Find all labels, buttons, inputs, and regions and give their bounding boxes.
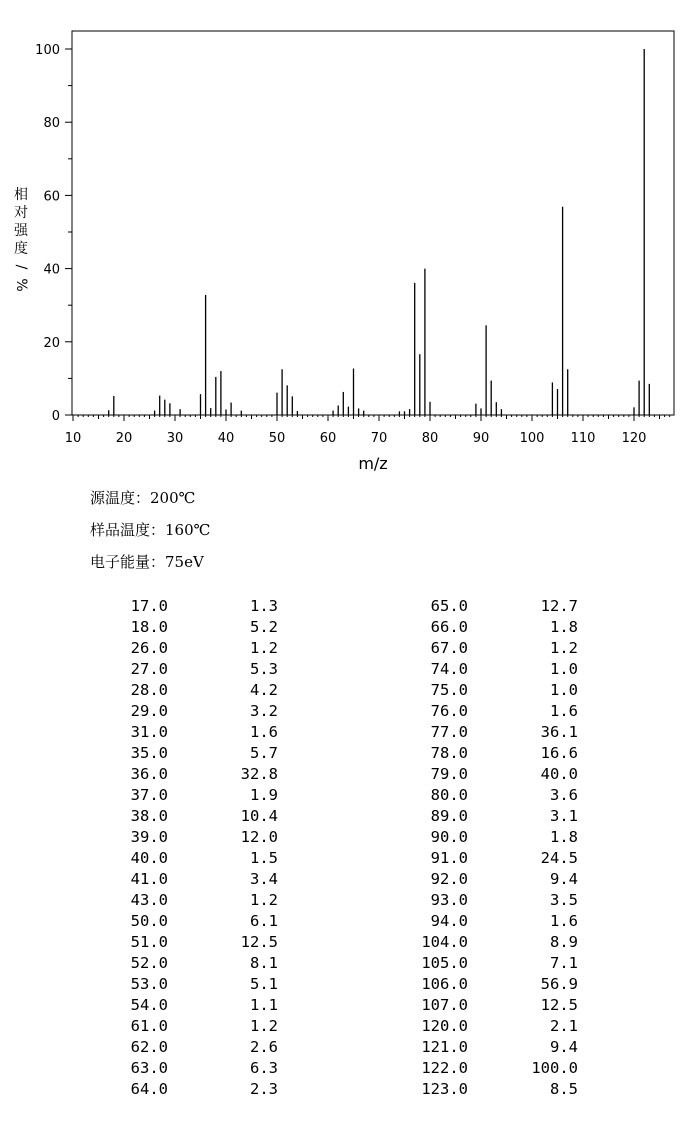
peak-table-row [320, 785, 640, 806]
peak-table-row [0, 785, 320, 806]
y-tick-label: 40 [43, 262, 60, 278]
intensity-value: 5.2 [250, 618, 278, 636]
x-tick-label: 70 [370, 431, 388, 446]
mz-value: 120.0 [421, 1017, 468, 1035]
mz-value: 61.0 [130, 1017, 168, 1035]
peak-table-row [320, 974, 640, 995]
peak-table-row [0, 743, 320, 764]
intensity-value: 100.0 [531, 1059, 578, 1077]
intensity-value: 5.3 [250, 660, 278, 678]
intensity-value: 1.8 [550, 828, 578, 846]
peak-table-row [0, 1079, 320, 1100]
mz-value: 53.0 [130, 975, 168, 993]
intensity-value: 1.9 [250, 786, 278, 804]
peak-table-row [320, 1016, 640, 1037]
peak-table-row [320, 848, 640, 869]
mz-value: 64.0 [130, 1080, 168, 1098]
intensity-value: 3.4 [250, 870, 278, 888]
x-tick-label: 10 [64, 431, 82, 446]
source-temperature-value: 200℃ [150, 489, 196, 507]
peak-table-row [320, 680, 640, 701]
x-tick-label: 90 [472, 431, 490, 446]
intensity-value: 8.5 [550, 1080, 578, 1098]
mz-value: 26.0 [130, 639, 168, 657]
sample-temperature-value: 160℃ [165, 521, 211, 539]
peak-table-row [320, 1058, 640, 1079]
mz-value: 65.0 [430, 597, 468, 615]
y-tick-label: 100 [35, 43, 60, 58]
mz-value: 35.0 [130, 744, 168, 762]
mz-value: 17.0 [130, 597, 168, 615]
mz-value: 75.0 [430, 681, 468, 699]
sample-temperature [90, 519, 210, 540]
intensity-value: 1.1 [250, 996, 278, 1014]
x-tick-label: 110 [570, 431, 596, 446]
peak-table-row [320, 827, 640, 848]
peak-table-row [0, 806, 320, 827]
peak-table-right [320, 596, 640, 1100]
mz-value: 54.0 [130, 996, 168, 1014]
intensity-value: 9.4 [550, 870, 578, 888]
intensity-value: 10.4 [240, 807, 278, 825]
y-axis-label-char: % [13, 278, 29, 292]
peak-table-row [0, 680, 320, 701]
mz-value: 63.0 [130, 1059, 168, 1077]
x-tick-label: 120 [621, 431, 647, 446]
x-tick-label: 30 [166, 431, 184, 446]
mz-value: 27.0 [130, 660, 168, 678]
mz-value: 28.0 [130, 681, 168, 699]
intensity-value: 1.0 [550, 660, 578, 678]
peak-table-row [320, 617, 640, 638]
mz-value: 92.0 [430, 870, 468, 888]
intensity-value: 5.1 [250, 975, 278, 993]
intensity-value: 1.6 [250, 723, 278, 741]
mz-value: 94.0 [430, 912, 468, 930]
intensity-value: 40.0 [540, 765, 578, 783]
intensity-value: 8.1 [250, 954, 278, 972]
intensity-value: 2.3 [250, 1080, 278, 1098]
intensity-value: 16.6 [540, 744, 578, 762]
peak-table-row [0, 869, 320, 890]
peak-table-row [320, 764, 640, 785]
electron-energy [90, 551, 204, 572]
x-tick-label: 80 [421, 431, 439, 446]
peak-table-row [0, 638, 320, 659]
mz-value: 67.0 [430, 639, 468, 657]
peak-table-row [0, 848, 320, 869]
mz-value: 91.0 [430, 849, 468, 867]
mz-value: 89.0 [430, 807, 468, 825]
intensity-value: 9.4 [550, 1038, 578, 1056]
mz-value: 93.0 [430, 891, 468, 909]
y-axis-label-char: 强 [14, 223, 28, 239]
peak-table-row [0, 1037, 320, 1058]
mz-value: 106.0 [421, 975, 468, 993]
peak-table-left [0, 596, 320, 1100]
plot-frame [72, 31, 674, 415]
intensity-value: 1.6 [550, 702, 578, 720]
intensity-value: 1.3 [250, 597, 278, 615]
spectrum-peaks [109, 49, 650, 415]
intensity-value: 6.3 [250, 1059, 278, 1077]
y-tick-label: 60 [43, 189, 60, 205]
intensity-value: 1.2 [250, 639, 278, 657]
peak-table-row [320, 743, 640, 764]
mz-value: 29.0 [130, 702, 168, 720]
mz-value: 122.0 [421, 1059, 468, 1077]
intensity-value: 6.1 [250, 912, 278, 930]
mz-value: 40.0 [130, 849, 168, 867]
x-axis-label: m/z [358, 454, 388, 473]
intensity-value: 1.8 [550, 618, 578, 636]
y-tick-label: 80 [43, 116, 60, 132]
intensity-value: 2.6 [250, 1038, 278, 1056]
mz-value: 62.0 [130, 1038, 168, 1056]
peak-table-row [0, 953, 320, 974]
mz-value: 104.0 [421, 933, 468, 951]
intensity-value: 4.2 [250, 681, 278, 699]
intensity-value: 8.9 [550, 933, 578, 951]
peak-table-row [320, 722, 640, 743]
intensity-value: 1.2 [250, 891, 278, 909]
intensity-value: 36.1 [540, 723, 578, 741]
mz-value: 50.0 [130, 912, 168, 930]
y-axis-label-char: 相 [14, 187, 28, 203]
mz-value: 31.0 [130, 723, 168, 741]
peak-table-row [0, 722, 320, 743]
mz-value: 43.0 [130, 891, 168, 909]
mass-spectrum-chart [0, 0, 696, 480]
mz-value: 80.0 [430, 786, 468, 804]
y-axis-label-char: / [13, 264, 29, 270]
mz-value: 36.0 [130, 765, 168, 783]
peak-table-row [320, 638, 640, 659]
peak-table-row [0, 995, 320, 1016]
peak-table-row [320, 806, 640, 827]
peak-table-row [0, 596, 320, 617]
mz-value: 79.0 [430, 765, 468, 783]
peak-table-row [320, 932, 640, 953]
source-temperature-label: 源温度： [90, 489, 151, 507]
peak-table-row [0, 659, 320, 680]
x-axis [65, 415, 670, 446]
mz-value: 123.0 [421, 1080, 468, 1098]
electron-energy-label: 电子能量： [90, 553, 166, 571]
x-tick-label: 20 [115, 431, 133, 446]
y-tick-label: 20 [43, 335, 60, 351]
x-tick-label: 60 [319, 431, 337, 446]
mz-value: 66.0 [430, 618, 468, 636]
peak-table-row [320, 596, 640, 617]
y-axis-label-char: 度 [14, 241, 28, 257]
mz-value: 90.0 [430, 828, 468, 846]
peak-table-row [320, 701, 640, 722]
intensity-value: 12.5 [240, 933, 278, 951]
mz-value: 18.0 [130, 618, 168, 636]
mz-value: 41.0 [130, 870, 168, 888]
intensity-value: 3.5 [550, 891, 578, 909]
sample-temperature-label: 样品温度： [90, 521, 166, 539]
mz-value: 121.0 [421, 1038, 468, 1056]
mz-value: 105.0 [421, 954, 468, 972]
mz-value: 107.0 [421, 996, 468, 1014]
intensity-value: 1.5 [250, 849, 278, 867]
peak-table-row [0, 1058, 320, 1079]
intensity-value: 5.7 [250, 744, 278, 762]
intensity-value: 3.6 [550, 786, 578, 804]
mz-value: 74.0 [430, 660, 468, 678]
intensity-value: 3.1 [550, 807, 578, 825]
peak-table-row [0, 827, 320, 848]
intensity-value: 7.1 [550, 954, 578, 972]
peak-table-row [320, 659, 640, 680]
intensity-value: 12.7 [540, 597, 578, 615]
intensity-value: 1.6 [550, 912, 578, 930]
intensity-value: 12.0 [240, 828, 278, 846]
mz-value: 76.0 [430, 702, 468, 720]
peak-table-row [0, 932, 320, 953]
mz-value: 77.0 [430, 723, 468, 741]
y-tick-label: 0 [51, 409, 60, 424]
peak-table-row [0, 764, 320, 785]
y-axis-label [13, 186, 29, 292]
intensity-value: 1.2 [250, 1017, 278, 1035]
source-temperature [90, 487, 195, 508]
peak-table-row [0, 974, 320, 995]
mz-value: 39.0 [130, 828, 168, 846]
y-axis [35, 43, 72, 424]
mz-value: 51.0 [130, 933, 168, 951]
intensity-value: 24.5 [540, 849, 578, 867]
peak-table-row [320, 911, 640, 932]
peak-table-row [0, 617, 320, 638]
peak-table-row [0, 1016, 320, 1037]
y-axis-label-char: 对 [14, 205, 28, 221]
mz-value: 52.0 [130, 954, 168, 972]
x-tick-label: 40 [217, 431, 235, 446]
peak-table-row [0, 911, 320, 932]
intensity-value: 2.1 [550, 1017, 578, 1035]
peak-table-row [320, 1079, 640, 1100]
x-tick-label: 100 [519, 431, 545, 446]
mz-value: 38.0 [130, 807, 168, 825]
peak-table-row [0, 890, 320, 911]
peak-table-row [320, 890, 640, 911]
x-tick-label: 50 [268, 431, 286, 446]
peak-table-row [320, 869, 640, 890]
intensity-value: 56.9 [540, 975, 578, 993]
electron-energy-value: 75eV [165, 553, 204, 571]
peak-table-row [320, 995, 640, 1016]
intensity-value: 1.0 [550, 681, 578, 699]
mz-value: 78.0 [430, 744, 468, 762]
intensity-value: 3.2 [250, 702, 278, 720]
peak-table-row [320, 953, 640, 974]
intensity-value: 32.8 [240, 765, 278, 783]
peak-table-row [320, 1037, 640, 1058]
mz-value: 37.0 [130, 786, 168, 804]
intensity-value: 1.2 [550, 639, 578, 657]
peak-table-row [0, 701, 320, 722]
intensity-value: 12.5 [540, 996, 578, 1014]
